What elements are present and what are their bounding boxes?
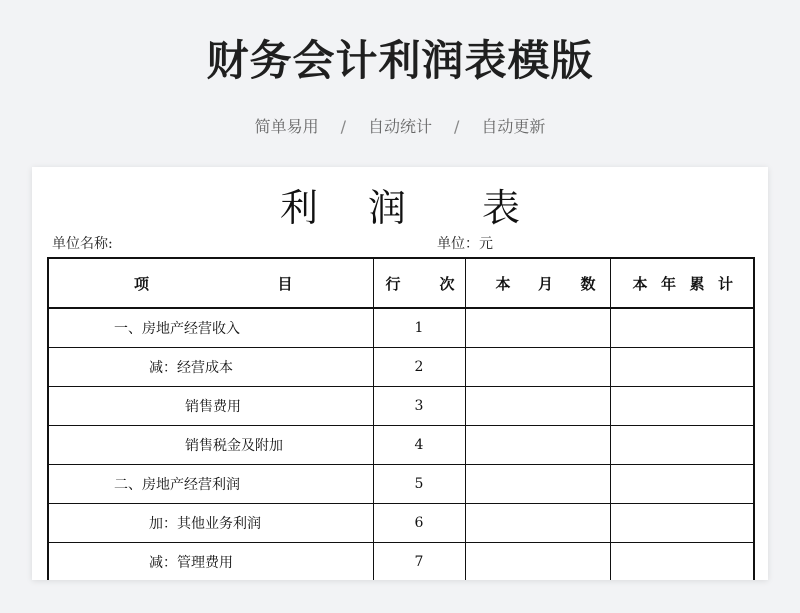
- line-cell[interactable]: 1: [373, 308, 465, 348]
- ytd-cell[interactable]: [610, 308, 754, 348]
- ytd-cell[interactable]: [610, 348, 754, 387]
- ytd-cell[interactable]: [610, 387, 754, 426]
- page-title: 财务会计利润表模版: [206, 36, 594, 85]
- separator: /: [340, 117, 346, 136]
- item-cell[interactable]: 一、房地产经营收入: [48, 308, 373, 348]
- line-cell[interactable]: 6: [373, 504, 465, 543]
- feature-auto-update: 自动更新: [481, 117, 546, 136]
- title-char: 利: [279, 186, 318, 230]
- table-row: [48, 465, 754, 504]
- month-cell[interactable]: [465, 308, 610, 348]
- table-row: [48, 504, 754, 543]
- currency-unit-label: 单位：元: [437, 236, 493, 252]
- month-cell[interactable]: [465, 348, 610, 387]
- line-cell[interactable]: 3: [373, 387, 465, 426]
- month-cell[interactable]: [465, 387, 610, 426]
- item-cell[interactable]: 减：经营成本: [48, 348, 373, 387]
- item-cell[interactable]: 加：其他业务利润: [48, 504, 373, 543]
- line-cell[interactable]: 4: [373, 426, 465, 465]
- spreadsheet-sheet: [32, 167, 768, 580]
- unit-name-label: 单位名称:: [52, 236, 113, 252]
- ytd-cell[interactable]: [610, 465, 754, 504]
- line-cell[interactable]: 2: [373, 348, 465, 387]
- header-line-no: 行 次: [373, 258, 465, 308]
- ytd-cell[interactable]: [610, 426, 754, 465]
- feature-auto-stats: 自动统计: [367, 117, 432, 136]
- header-item: 项 目: [48, 258, 373, 308]
- table-row: [48, 348, 754, 387]
- item-cell[interactable]: 销售费用: [48, 387, 373, 426]
- item-cell[interactable]: 减：管理费用: [48, 543, 373, 581]
- header-month: 本 月 数: [465, 258, 610, 308]
- table-row: [48, 543, 754, 581]
- item-cell[interactable]: 二、房地产经营利润: [48, 465, 373, 504]
- table-row: [48, 308, 754, 348]
- profit-table: [47, 257, 755, 580]
- line-cell[interactable]: 7: [373, 543, 465, 581]
- header-ytd: 本 年 累 计: [610, 258, 754, 308]
- feature-tagline: [0, 114, 800, 137]
- feature-easy: 简单易用: [254, 117, 319, 136]
- ytd-cell[interactable]: [610, 543, 754, 581]
- month-cell[interactable]: [465, 543, 610, 581]
- month-cell[interactable]: [465, 465, 610, 504]
- title-char: 表: [482, 186, 521, 230]
- month-cell[interactable]: [465, 504, 610, 543]
- table-row: [48, 426, 754, 465]
- table-row: [48, 387, 754, 426]
- item-cell[interactable]: 销售税金及附加: [48, 426, 373, 465]
- month-cell[interactable]: [465, 426, 610, 465]
- title-char: 润: [367, 186, 406, 230]
- line-cell[interactable]: 5: [373, 465, 465, 504]
- table-header-row: [48, 258, 754, 308]
- document-title: [32, 177, 768, 232]
- separator: /: [454, 117, 460, 136]
- ytd-cell[interactable]: [610, 504, 754, 543]
